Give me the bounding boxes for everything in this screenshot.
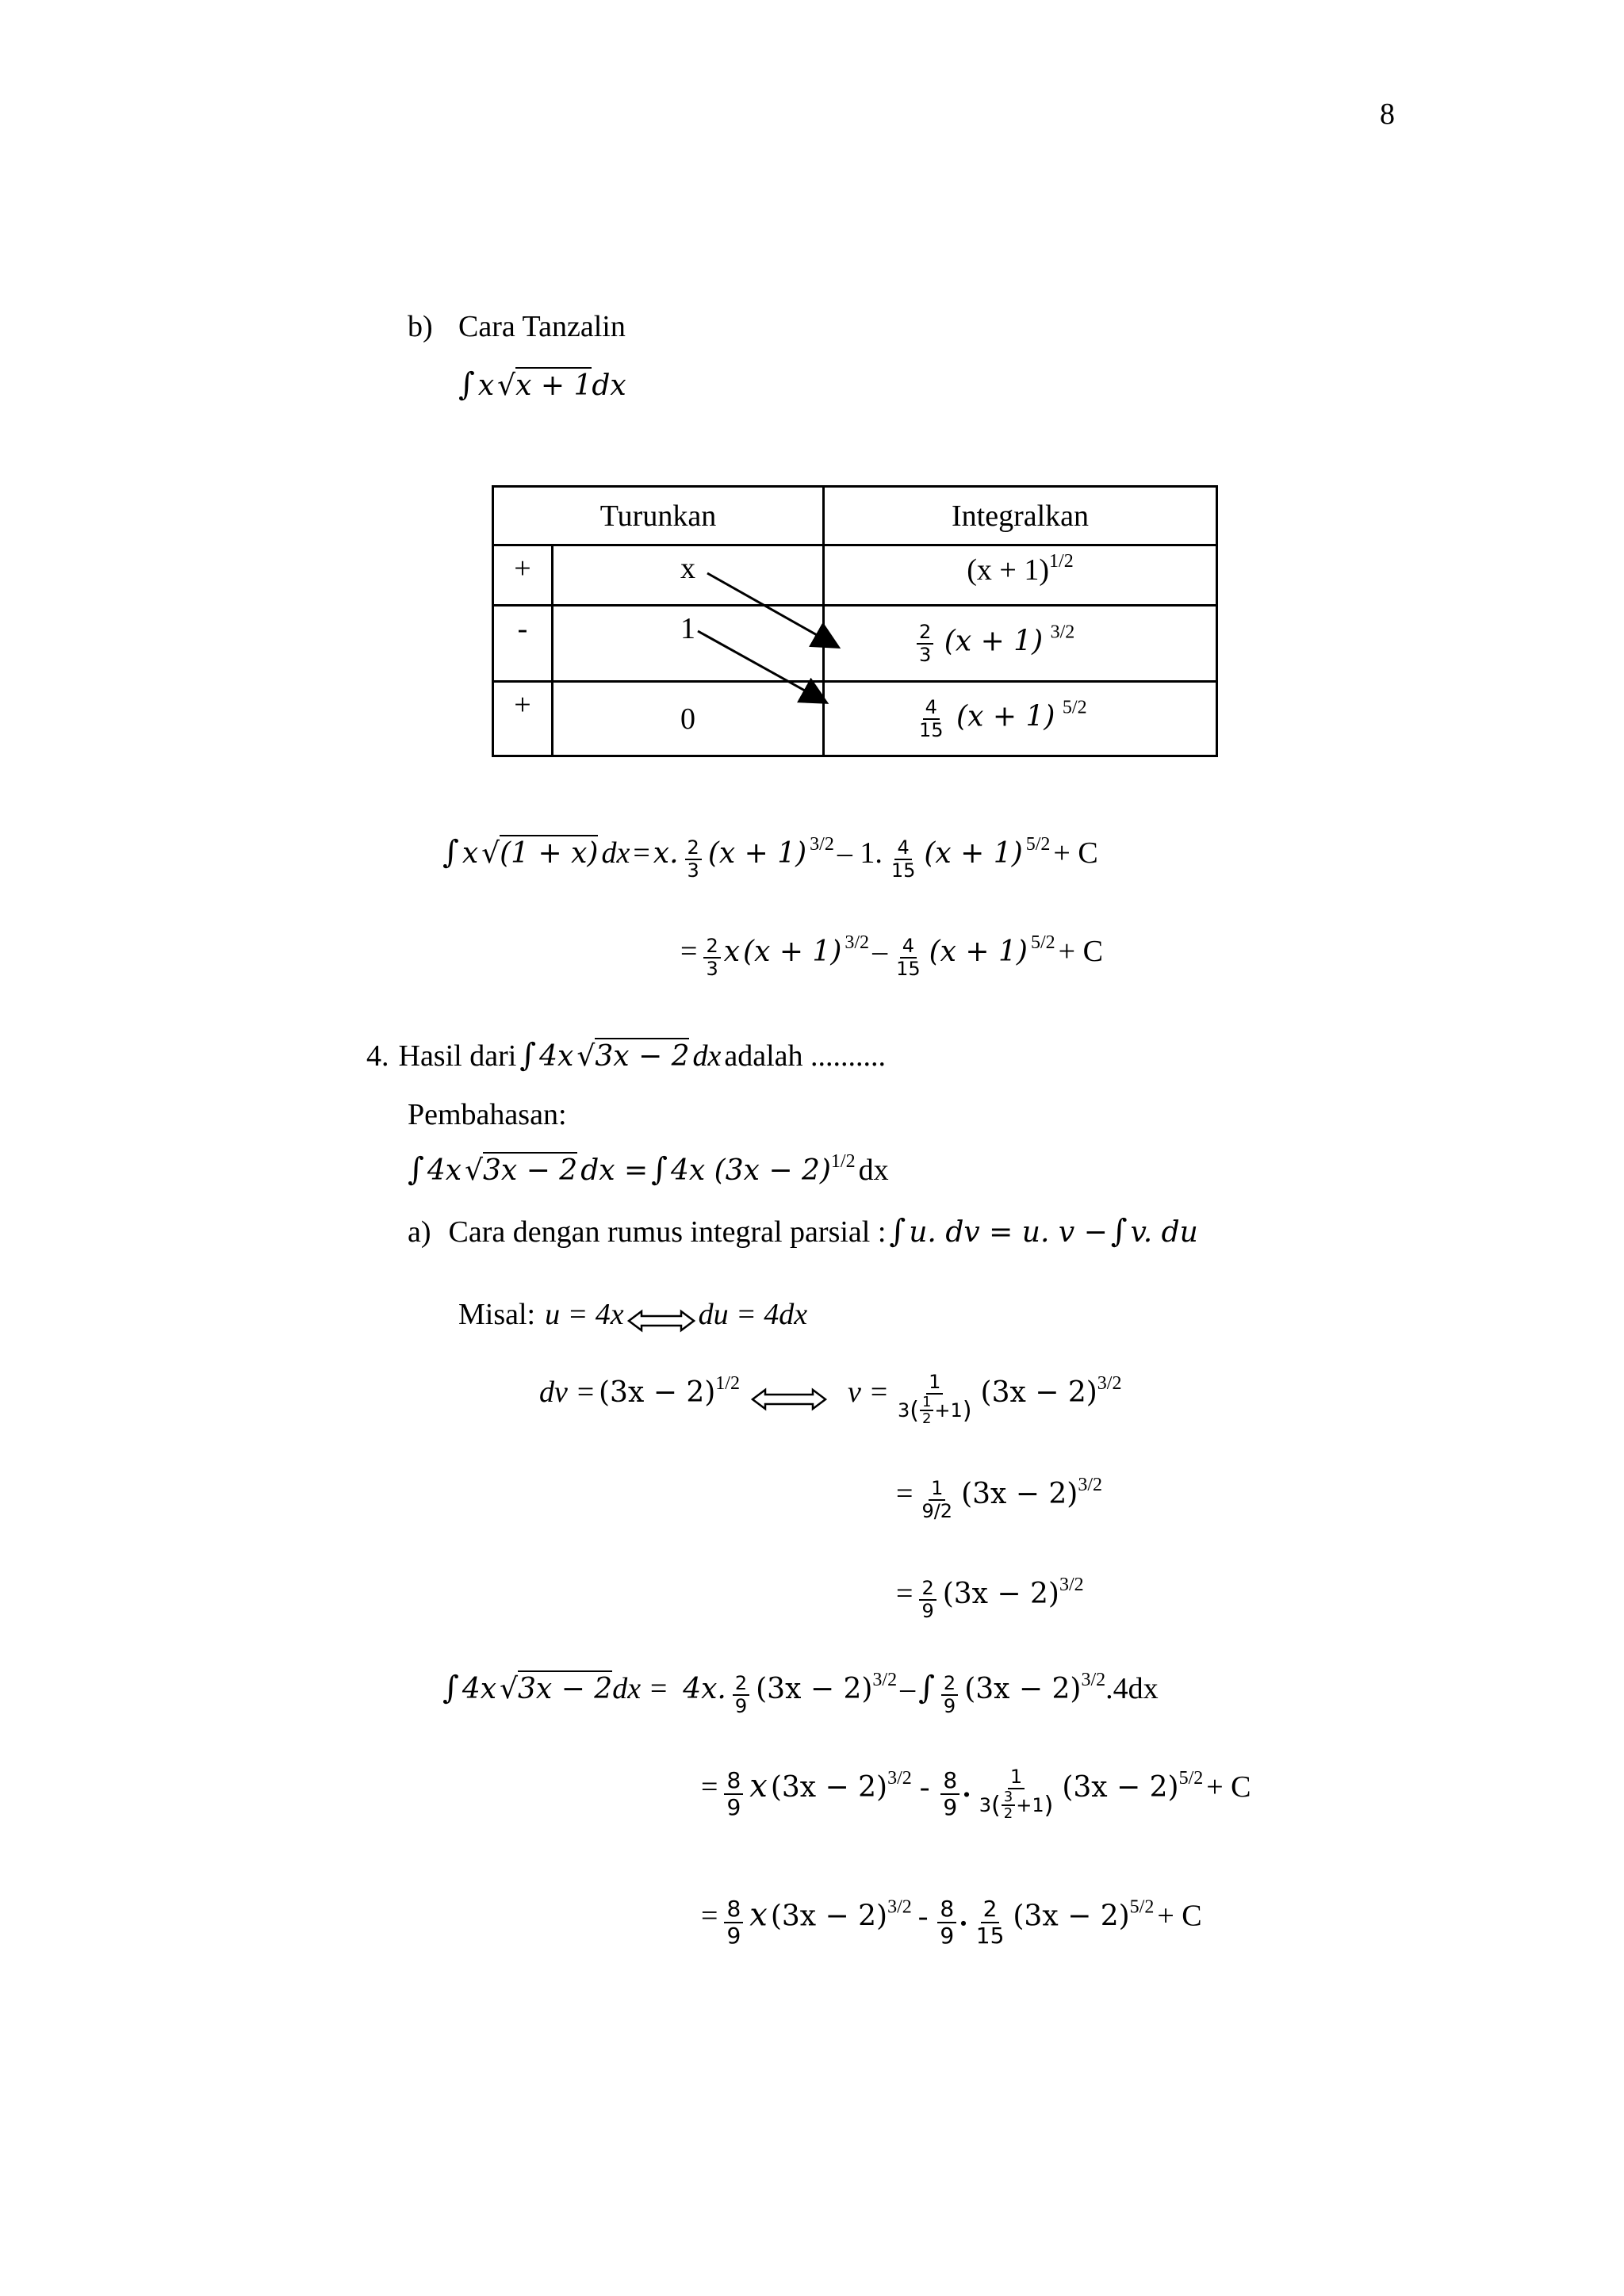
arrow-x-to-row2	[707, 573, 837, 646]
result-b-line1: ∫ x √(1 + x) dx = x. $\frac{2}{3}$ (x + 1) $^{3/2}$ – 1. $\frac{4}{15}$ (x + 1) $^{5/2}$ + C	[442, 834, 1098, 882]
integral-sign-icon: ∫	[458, 366, 475, 403]
derivative-cell: 1	[553, 606, 824, 682]
sign-cell: +	[493, 545, 553, 606]
problem-4-rewrite: ∫ 4x √3x − 2 dx = ∫ 4x $(3x - 2)^{1/2}$ dx	[408, 1151, 889, 1188]
integral-sign-icon: ∫	[442, 834, 459, 871]
integral-sign-icon: ∫	[1110, 1213, 1128, 1249]
integral-cell: $\frac{4}{15}$ (x + 1) $^{5/2}$	[824, 682, 1217, 756]
double-arrow-icon	[627, 1309, 695, 1333]
result-b-line2: = $\frac{2}{3}$ x (x + 1) $^{3/2}$ – $\frac{4}{15}$ (x + 1) $^{5/2}$ + C	[680, 932, 1103, 981]
final-line-3: = $\frac{8}{9}$ x $(3x - 2)^{3/2}$ - $\frac{8}{9}$ . $\frac{2}{15}$ $(3x - 2)^{5/2} + C$	[701, 1896, 1202, 1949]
final-line-2: = $\frac{8}{9}$ x $(3x - 2)^{3/2}$ - $\frac{8}{9}$ . 1 3 ( $\frac{3}{2}$ +1 ) $(3x - 2)^{5/2} + C$	[701, 1766, 1251, 1822]
integral-sign-icon: ∫	[651, 1151, 668, 1188]
misal-line: Misal: u = 4x du = 4dx	[458, 1297, 807, 1333]
v-step-3: = $\frac{2}{9}$ $(3x - 2)^{3/2}$	[896, 1575, 1084, 1623]
header-turunkan: Turunkan	[493, 487, 824, 545]
section-b-integral: ∫ x √x + 1dx	[458, 366, 626, 403]
integral-sign-icon: ∫	[519, 1037, 537, 1073]
section-b-label: b)	[408, 310, 433, 343]
double-arrow-icon	[751, 1387, 827, 1411]
dv-line: dv = $(3x - 2)^{1/2}$ v = 1 3 ( $\frac{1}{2}$ +1 ) $(3x - 2)^{3/2}$	[539, 1371, 1122, 1427]
integral-cell: $\frac{2}{3}$ (x + 1) $^{3/2}$	[824, 606, 1217, 682]
arrow-1-to-row3	[698, 631, 825, 702]
section-b-title: Cara Tanzalin	[458, 310, 626, 343]
derivative-cell: 0	[553, 682, 824, 756]
sign-cell: +	[493, 682, 553, 756]
integral-sign-icon: ∫	[408, 1151, 424, 1188]
pembahasan-label: Pembahasan:	[408, 1098, 567, 1131]
integral-sign-icon: ∫	[889, 1213, 906, 1249]
derivative-cell: x	[553, 545, 824, 606]
sign-cell: -	[493, 606, 553, 682]
problem-4: 4. Hasil dari ∫ 4x √3x − 2 dx adalah ..........	[366, 1037, 887, 1073]
v-step-2: = $\frac{1}{9/2}$ $(3x - 2)^{3/2}$	[896, 1475, 1102, 1523]
integral-sign-icon: ∫	[918, 1670, 935, 1706]
integral-cell: $(x + 1)^{1/2}$	[824, 545, 1217, 606]
page-number: 8	[1380, 98, 1395, 131]
header-integralkan: Integralkan	[824, 487, 1217, 545]
part-a: a) Cara dengan rumus integral parsial : ∫ u. dv = u. v − ∫ v. du	[408, 1213, 1198, 1249]
integral-sign-icon: ∫	[442, 1670, 459, 1706]
final-line-1: ∫ 4x √3x − 2dx = 4x. $\frac{2}{9}$ $(3x - 2)^{3/2}$ – ∫ $\frac{2}{9}$ $(3x - 2)^{3/2}.4dx$	[442, 1670, 1159, 1718]
